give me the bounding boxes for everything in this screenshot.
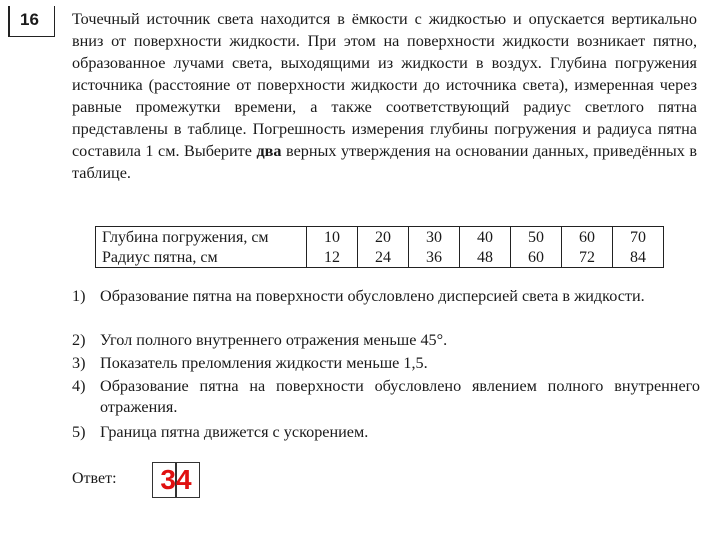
table-cell: 60: [562, 227, 613, 248]
option-text: Граница пятна движется с ускорением.: [100, 423, 369, 441]
data-table: [95, 226, 664, 268]
table-cell: 70: [613, 227, 664, 248]
option-5: [72, 422, 700, 443]
option-text: Угол полного внутреннего отражения меньше 45°.: [100, 331, 448, 349]
answer-value: 34: [160, 464, 192, 495]
option-text: Показатель преломления жидкости меньше 1,5.: [100, 354, 428, 372]
table-row-depth: [96, 227, 664, 248]
option-4: [72, 376, 700, 418]
option-number: 5): [72, 423, 86, 441]
table-cell: 40: [460, 227, 511, 248]
table-cell: 20: [358, 227, 409, 248]
table-cell: 36: [409, 247, 460, 268]
table-cell: 60: [511, 247, 562, 268]
task-text: Точечный источник света находится в ёмкости с жидкостью и опускается вертикально вниз от поверхности жидкости. При этом на поверхности жидкости возникает пятно, образованное лучами света, выходящими из жидкости в воздух. Глубина погружения источника (расстояние от поверхности жидкости до источника света), измеренная через равные промежутки времени, а также соответствующий радиус светлого пятна представлены в таблице. Погрешность измерения глубины погружения и радиуса пятна составила 1 см. Выберите: [72, 10, 697, 160]
task-text-bold: два: [256, 142, 282, 160]
option-number: 2): [72, 331, 86, 349]
table-cell: 84: [613, 247, 664, 268]
table-cell: 24: [358, 247, 409, 268]
option-2: [72, 330, 700, 351]
option-number: 4): [72, 377, 86, 395]
table-cell: 12: [307, 247, 358, 268]
option-1: [72, 286, 700, 307]
task-number-box: [8, 6, 55, 37]
option-text: Образование пятна на поверхности обусловлено дисперсией света в жидкости.: [100, 287, 645, 305]
table-row-label: Глубина погружения, см: [96, 227, 307, 248]
option-3: [72, 353, 700, 374]
table-cell: 30: [409, 227, 460, 248]
task-statement: [72, 8, 697, 184]
table-cell: 72: [562, 247, 613, 268]
table-row-label: Радиус пятна, см: [96, 247, 307, 268]
task-number: 16: [20, 10, 39, 29]
table-cell: 10: [307, 227, 358, 248]
option-text: Образование пятна на поверхности обусловлено явлением полного внутреннего отражения.: [100, 377, 700, 416]
table-row-radius: [96, 247, 664, 268]
option-number: 1): [72, 287, 86, 305]
table-cell: 50: [511, 227, 562, 248]
option-number: 3): [72, 354, 86, 372]
answer-label: Ответ:: [72, 470, 117, 487]
task-text-end: верных утверждения на основании данных, приведённых в таблице.: [72, 142, 698, 182]
table-cell: 48: [460, 247, 511, 268]
